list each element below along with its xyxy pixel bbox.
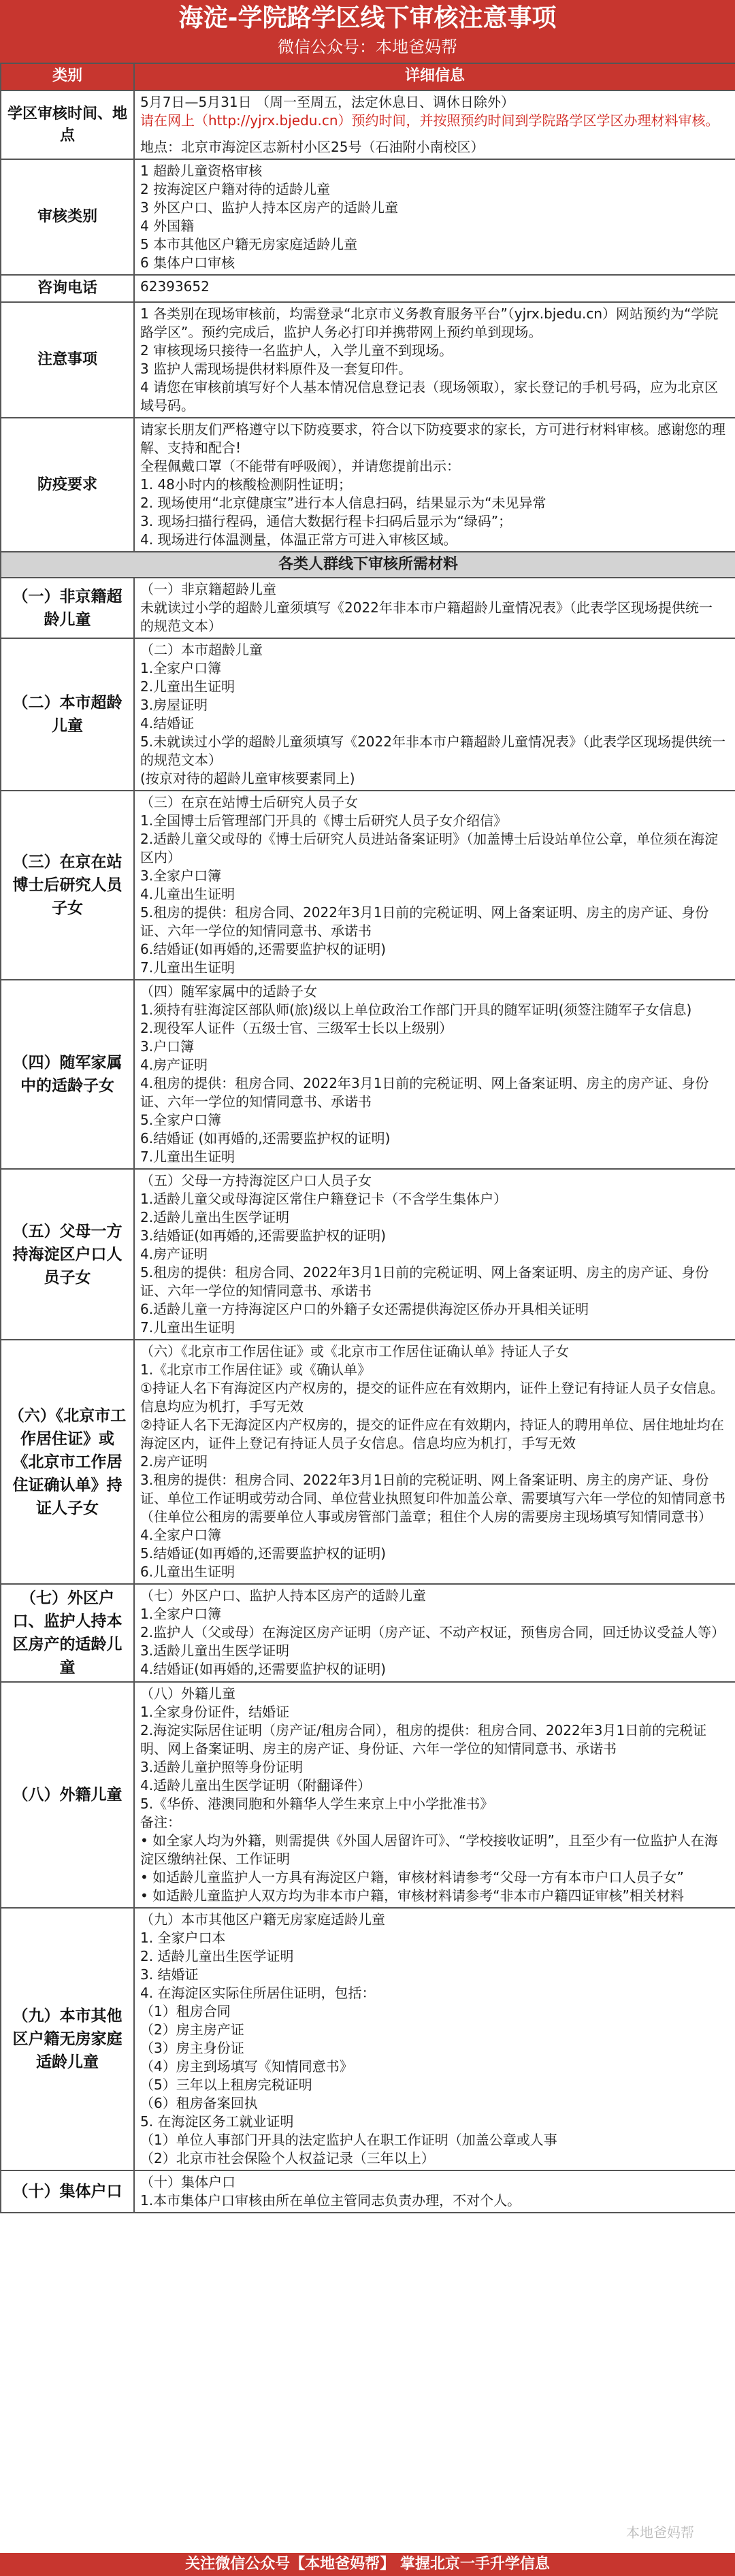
table-row bbox=[1, 638, 735, 791]
table-row bbox=[1, 1340, 735, 1584]
list-item: ②持证人名下无海淀区内产权房的，提交的证件应在有效期内，持证人的聘用单位、居住地址均在海淀区内，证件上登记有持证人员子女信息。信息均应为机打，手写无效 bbox=[140, 1417, 724, 1451]
list-item: 4 请您在审核前填写好个人基本情况信息登记表（现场领取），家长登记的手机号码，应为北京区域号码。 bbox=[140, 379, 719, 414]
list-item: 4.结婚证 bbox=[140, 715, 195, 731]
page-header bbox=[0, 0, 735, 63]
list-item: 5.租房的提供：租房合同、2022年3月1日前的完税证明、网上备案证明、房主的房产证、身份证、六年一学位的知情同意书、承诺书 bbox=[140, 904, 709, 939]
list-item: 3. 结婚证 bbox=[140, 1966, 199, 1983]
list-item: 2.监护人（父或母）在海淀区房产证明（房产证、不动产权证，预售房合同，回迁协议受益人等） bbox=[140, 1624, 725, 1640]
list-item: （4）房主到场填写《知情同意书》 bbox=[140, 2058, 353, 2075]
category-materials bbox=[134, 638, 735, 791]
list-item: • 如适龄儿童监护人双方均为非本市户籍，审核材料请参考“非本市户籍四证审核”相关材料 bbox=[140, 1887, 684, 1904]
list-item: 3.户口簿 bbox=[140, 1038, 195, 1055]
list-item: （二）本市超龄儿童 bbox=[140, 642, 263, 658]
category-label: （五）父母一方持海淀区户口人员子女 bbox=[1, 1169, 134, 1340]
list-item: 全程佩戴口罩（不能带有呼吸阀），并请您提前出示： bbox=[140, 458, 460, 474]
list-item: 3.租房的提供：租房合同、2022年3月1日前的完税证明、网上备案证明、房主的房产证、身份证、单位工作证明或劳动合同、单位营业执照复印件加盖公章、需要填写六年一学位的知情同意书（住单位公租房的需要单位人事或房管部门盖章；租住个人房的需要房主现场填写知情同意书） bbox=[140, 1472, 725, 1525]
list-item: 1.全国博士后管理部门开具的《博士后研究人员子女介绍信》 bbox=[140, 812, 508, 829]
list-item: 1. 48小时内的核酸检测阴性证明； bbox=[140, 476, 352, 493]
category-materials bbox=[134, 2170, 735, 2213]
table-row bbox=[1, 2170, 735, 2213]
list-item: ①持证人名下有海淀区内产权房的，提交的证件应在有效期内，证件上登记有持证人员子女信息。信息均应为机打，手写无效 bbox=[140, 1380, 724, 1415]
watermark: 本地爸妈帮 bbox=[626, 2524, 694, 2541]
row-content-notes bbox=[134, 302, 735, 418]
table-row bbox=[1, 275, 735, 302]
column-header-category: 类别 bbox=[1, 63, 134, 90]
list-item: 1.全家户口簿 bbox=[140, 1606, 222, 1622]
category-label: （七）外区户口、监护人持本区房产的适龄儿童 bbox=[1, 1584, 134, 1682]
list-item: （五）父母一方持海淀区户口人员子女 bbox=[140, 1172, 372, 1189]
list-item: 4. 在海淀区实际住所居住证明，包括： bbox=[140, 1985, 376, 2001]
list-item: • 如全家人均为外籍，则需提供《外国人居留许可》、“学校接收证明”，且至少有一位监护人在海淀区缴纳社保、工作证明 bbox=[140, 1832, 718, 1867]
category-materials bbox=[134, 1340, 735, 1584]
list-item: 未就读过小学的超龄儿童须填写《2022年非本市户籍超龄儿童情况表》（此表学区现场提供统一 的规范文本） bbox=[140, 599, 713, 634]
list-item: 2.适龄儿童出生医学证明 bbox=[140, 1209, 290, 1225]
page-footer: 关注微信公众号【本地爸妈帮】 掌握北京一手升学信息 bbox=[0, 2553, 735, 2576]
row-label-types: 审核类别 bbox=[1, 159, 134, 275]
list-item: 5.未就读过小学的超龄儿童须填写《2022年非本市户籍超龄儿童情况表》（此表学区现场提供统一的规范文本） bbox=[140, 733, 725, 768]
list-item: （1）单位人事部门开具的法定监护人在职工作证明（加盖公章或人事 bbox=[140, 2132, 557, 2148]
list-item: （2）房主房产证 bbox=[140, 2021, 244, 2038]
category-materials bbox=[134, 1682, 735, 1908]
list-item: 4.房产证明 bbox=[140, 1057, 208, 1073]
section-title: 各类人群线下审核所需材料 bbox=[1, 552, 735, 578]
list-item: 4.全家户口簿 bbox=[140, 1527, 222, 1543]
list-item: （2）北京市社会保险个人权益记录（三年以上） bbox=[140, 2150, 435, 2166]
review-address: 地点：北京市海淀区志新村小区25号（石油附小南校区） bbox=[140, 139, 485, 155]
row-label-time-place: 学区审核时间、地点 bbox=[1, 90, 134, 159]
list-item: 4.租房的提供：租房合同、2022年3月1日前的完税证明、网上备案证明、房主的房产证、身份证、六年一学位的知情同意书、承诺书 bbox=[140, 1075, 709, 1110]
table-row bbox=[1, 302, 735, 418]
list-item: 4 外国籍 bbox=[140, 218, 195, 234]
list-item: （6）租房备案回执 bbox=[140, 2095, 258, 2111]
list-item: 5 本市其他区户籍无房家庭适龄儿童 bbox=[140, 236, 358, 252]
list-item: 2. 适龄儿童出生医学证明 bbox=[140, 1948, 294, 1964]
list-item: 5.租房的提供：租房合同、2022年3月1日前的完税证明、网上备案证明、房主的房产证、身份证、六年一学位的知情同意书、承诺书 bbox=[140, 1264, 709, 1299]
category-materials bbox=[134, 1584, 735, 1682]
category-label: （四）随军家属中的适龄子女 bbox=[1, 980, 134, 1169]
category-materials bbox=[134, 980, 735, 1169]
list-item: 2.儿童出生证明 bbox=[140, 678, 235, 695]
list-item: 2. 现场使用“北京健康宝”进行本人信息扫码，结果显示为“未见异常 bbox=[140, 495, 546, 511]
list-item: 7.儿童出生证明 bbox=[140, 1319, 235, 1336]
list-item: 3.全家户口簿 bbox=[140, 868, 222, 884]
list-item: （八）外籍儿童 bbox=[140, 1685, 235, 1702]
row-label-phone: 咨询电话 bbox=[1, 275, 134, 302]
category-label: （六）《北京市工作居住证》或《北京市工作居住证确认单》持证人子女 bbox=[1, 1340, 134, 1584]
booking-notice: 请在网上（http://yjrx.bjedu.cn）预约时间，并按照预约时间到学院路学区学区办理材料审核。 bbox=[140, 112, 719, 129]
category-label: （二）本市超龄儿童 bbox=[1, 638, 134, 791]
table-row bbox=[1, 578, 735, 638]
list-item: （5）三年以上租房完税证明 bbox=[140, 2077, 312, 2093]
list-item: 1.须持有驻海淀区部队师(旅)级以上单位政治工作部门开具的随军证明(须签注随军子女信息) bbox=[140, 1002, 692, 1018]
list-item: 1.《北京市工作居住证》或《确认单》 bbox=[140, 1361, 372, 1378]
section-header-row bbox=[1, 552, 735, 578]
list-item: 4.房产证明 bbox=[140, 1246, 208, 1262]
table-row bbox=[1, 791, 735, 980]
list-item: 2 审核现场只接待一名监护人，入学儿童不到现场。 bbox=[140, 342, 453, 359]
list-item: (按京对待的超龄儿童审核要素同上) bbox=[140, 770, 355, 787]
category-label: （九）本市其他区户籍无房家庭适龄儿童 bbox=[1, 1908, 134, 2170]
list-item: 3.房屋证明 bbox=[140, 697, 208, 713]
list-item: 6 集体户口审核 bbox=[140, 254, 235, 271]
list-item: （十）集体户口 bbox=[140, 2174, 235, 2190]
list-item: 1. 全家户口本 bbox=[140, 1930, 226, 1946]
list-item: 请家长朋友们严格遵守以下防疫要求，符合以下防疫要求的家长，方可进行材料审核。感谢您的理解、支持和配合! bbox=[140, 421, 725, 456]
page-title: 海淀-学院路学区线下审核注意事项 bbox=[178, 4, 557, 32]
table-row bbox=[1, 159, 735, 275]
list-item: 1.适龄儿童父或母海淀区常住户籍登记卡（不含学生集体户） bbox=[140, 1191, 508, 1207]
list-item: （3）房主身份证 bbox=[140, 2040, 244, 2056]
list-item: 6.适龄儿童一方持海淀区户口的外籍子女还需提供海淀区侨办开具相关证明 bbox=[140, 1301, 589, 1317]
list-item: 3 外区户口、监护人持本区房产的适龄儿童 bbox=[140, 199, 399, 216]
list-item: 4.适龄儿童出生医学证明（附翻译件） bbox=[140, 1777, 372, 1794]
table-row bbox=[1, 90, 735, 159]
list-item: 6.儿童出生证明 bbox=[140, 1564, 235, 1580]
list-item: 3 监护人需现场提供材料原件及一套复印件。 bbox=[140, 361, 412, 377]
list-item: 2.海淀实际居住证明（房产证/租房合同），租房的提供：租房合同、2022年3月1日前的完税证明、网上备案证明、房主的房产证、身份证、六年一学位的知情同意书、承诺书 bbox=[140, 1722, 707, 1757]
list-item: 4.结婚证(如再婚的,还需要监护权的证明) bbox=[140, 1661, 387, 1677]
page-subtitle: 微信公众号：本地爸妈帮 bbox=[278, 37, 457, 56]
list-item: （1）租房合同 bbox=[140, 2003, 231, 2019]
table-row bbox=[1, 418, 735, 552]
table-row bbox=[1, 1584, 735, 1682]
row-content-epidemic bbox=[134, 418, 735, 552]
list-item: 2.适龄儿童父或母的《博士后研究人员进站备案证明》（加盖博士后设站单位公章，单位须在海淀区内） bbox=[140, 831, 719, 865]
list-item: （九）本市其他区户籍无房家庭适龄儿童 bbox=[140, 1911, 385, 1928]
list-item: 2.房产证明 bbox=[140, 1453, 208, 1470]
phone-number: 62393652 bbox=[134, 275, 735, 302]
category-label: （一）非京籍超龄儿童 bbox=[1, 578, 134, 638]
list-item: 5.《华侨、港澳同胞和外籍华人学生来京上中小学批准书》 bbox=[140, 1796, 494, 1812]
list-item: （三）在京在站博士后研究人员子女 bbox=[140, 794, 358, 810]
category-materials bbox=[134, 578, 735, 638]
column-header-details: 详细信息 bbox=[134, 63, 735, 90]
list-item: 2 按海淀区户籍对待的适龄儿童 bbox=[140, 181, 331, 197]
table-row bbox=[1, 980, 735, 1169]
list-item: 1 超龄儿童资格审核 bbox=[140, 163, 263, 179]
category-label: （八）外籍儿童 bbox=[1, 1682, 134, 1908]
list-item: 2.现役军人证件（五级士官、三级军士长以上级别） bbox=[140, 1020, 453, 1036]
list-item: （七）外区户口、监护人持本区房产的适龄儿童 bbox=[140, 1587, 426, 1604]
list-item: 6.结婚证 (如再婚的,还需要监护权的证明) bbox=[140, 1130, 391, 1146]
category-label: （十）集体户口 bbox=[1, 2170, 134, 2213]
table-header-row bbox=[1, 63, 735, 90]
list-item: 备注： bbox=[140, 1814, 181, 1830]
row-content-time-place bbox=[134, 90, 735, 159]
review-time: 5月7日—5月31日 （周一至周五，法定休息日、调休日除外） bbox=[140, 94, 514, 110]
list-item: 5.结婚证(如再婚的,还需要监护权的证明) bbox=[140, 1545, 387, 1562]
list-item: 3. 现场扫描行程码，通信大数据行程卡扫码后显示为“绿码”； bbox=[140, 513, 512, 529]
list-item: 6.结婚证(如再婚的,还需要监护权的证明) bbox=[140, 941, 387, 957]
table-row bbox=[1, 1908, 735, 2170]
row-label-epidemic: 防疫要求 bbox=[1, 418, 134, 552]
list-item: 4. 现场进行体温测量，体温正常方可进入审核区域。 bbox=[140, 531, 457, 548]
list-item: 7.儿童出生证明 bbox=[140, 1149, 235, 1165]
category-label: （三）在京在站博士后研究人员子女 bbox=[1, 791, 134, 980]
row-content-types bbox=[134, 159, 735, 275]
category-materials bbox=[134, 1908, 735, 2170]
list-item: 4.儿童出生证明 bbox=[140, 886, 235, 902]
table-row bbox=[1, 1682, 735, 1908]
list-item: • 如适龄儿童监护人一方具有海淀区户籍，审核材料请参考“父母一方有本市户口人员子女” bbox=[140, 1869, 684, 1885]
list-item: 7.儿童出生证明 bbox=[140, 959, 235, 976]
table-row bbox=[1, 1169, 735, 1340]
list-item: 1 各类别在现场审核前，均需登录“北京市义务教育服务平台”（yjrx.bjedu.cn）网站预约为“学院路学区”。预约完成后，监护人务必打印并携带网上预约单到现场。 bbox=[140, 306, 719, 340]
list-item: （四）随军家属中的适龄子女 bbox=[140, 983, 317, 1000]
list-item: 5.全家户口簿 bbox=[140, 1112, 222, 1128]
category-materials bbox=[134, 791, 735, 980]
list-item: 1.全家身份证件，结婚证 bbox=[140, 1704, 290, 1720]
list-item: 1.本市集体户口审核由所在单位主管同志负责办理，不对个人。 bbox=[140, 2192, 521, 2209]
list-item: （一）非京籍超龄儿童 bbox=[140, 581, 276, 597]
row-label-notes: 注意事项 bbox=[1, 302, 134, 418]
list-item: 3.结婚证(如再婚的,还需要监护权的证明) bbox=[140, 1227, 387, 1244]
list-item: 5. 在海淀区务工就业证明 bbox=[140, 2113, 294, 2130]
category-materials bbox=[134, 1169, 735, 1340]
list-item: （六）《北京市工作居住证》或《北京市工作居住证确认单》持证人子女 bbox=[140, 1343, 569, 1359]
list-item: 3.适龄儿童护照等身份证明 bbox=[140, 1759, 304, 1775]
list-item: 3.适龄儿童出生医学证明 bbox=[140, 1642, 290, 1659]
list-item: 1.全家户口簿 bbox=[140, 660, 222, 676]
info-table bbox=[0, 63, 735, 2213]
